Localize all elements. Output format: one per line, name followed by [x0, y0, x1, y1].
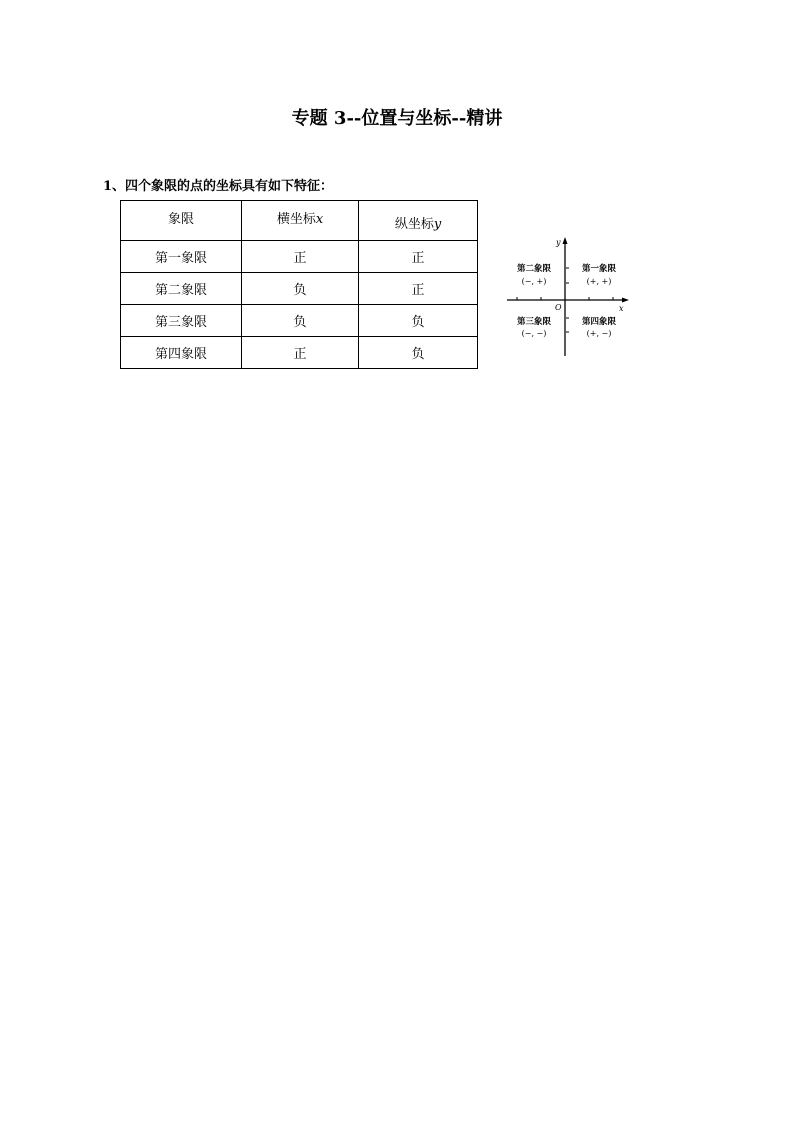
origin-label: O	[555, 303, 562, 312]
x-axis-label: x	[619, 304, 624, 313]
cell-quadrant: 第三象限	[121, 305, 242, 337]
quadrant-1-sign: (+, +)	[586, 277, 612, 286]
quadrant-4-name: 第四象限	[581, 317, 617, 327]
header-y-var: y	[433, 217, 442, 232]
section-heading: 1、四个象限的点的坐标具有如下特征：	[103, 179, 334, 194]
header-x-coordinate	[242, 201, 359, 241]
cell-y-sign: 负	[359, 305, 478, 337]
cell-y-sign: 负	[359, 337, 478, 369]
page-title: 专题 3--位置与坐标--精讲	[291, 108, 503, 129]
cell-quadrant: 第四象限	[121, 337, 242, 369]
cell-y-sign: 正	[359, 241, 478, 273]
quadrant-sign-table	[120, 200, 478, 369]
y-axis-arrow	[563, 237, 568, 244]
cell-quadrant: 第二象限	[121, 273, 242, 305]
quadrant-3-name: 第三象限	[516, 317, 552, 327]
header-quadrant: 象限	[121, 201, 242, 241]
header-y-coordinate	[359, 201, 478, 241]
quadrant-1-name: 第一象限	[581, 264, 617, 274]
quadrant-2-name: 第二象限	[516, 264, 552, 274]
header-y-label: 纵坐标	[394, 217, 434, 232]
cell-x-sign: 负	[242, 273, 359, 305]
x-axis-arrow	[622, 298, 629, 303]
cell-x-sign: 正	[242, 241, 359, 273]
table-row	[121, 305, 478, 337]
quadrant-2-sign: (−, +)	[521, 277, 547, 286]
cell-x-sign: 负	[242, 305, 359, 337]
quadrant-4-sign: (+, −)	[586, 329, 612, 338]
table-row	[121, 241, 478, 273]
table-header-row	[121, 201, 478, 241]
table-row	[121, 337, 478, 369]
header-x-var: x	[315, 212, 324, 227]
y-axis-label: y	[556, 238, 561, 247]
quadrant-3-sign: (−, −)	[521, 329, 547, 338]
cell-y-sign: 正	[359, 273, 478, 305]
coordinate-plane-diagram	[505, 234, 633, 358]
cell-quadrant: 第一象限	[121, 241, 242, 273]
header-x-label: 横坐标	[276, 212, 316, 227]
table-row	[121, 273, 478, 305]
cell-x-sign: 正	[242, 337, 359, 369]
